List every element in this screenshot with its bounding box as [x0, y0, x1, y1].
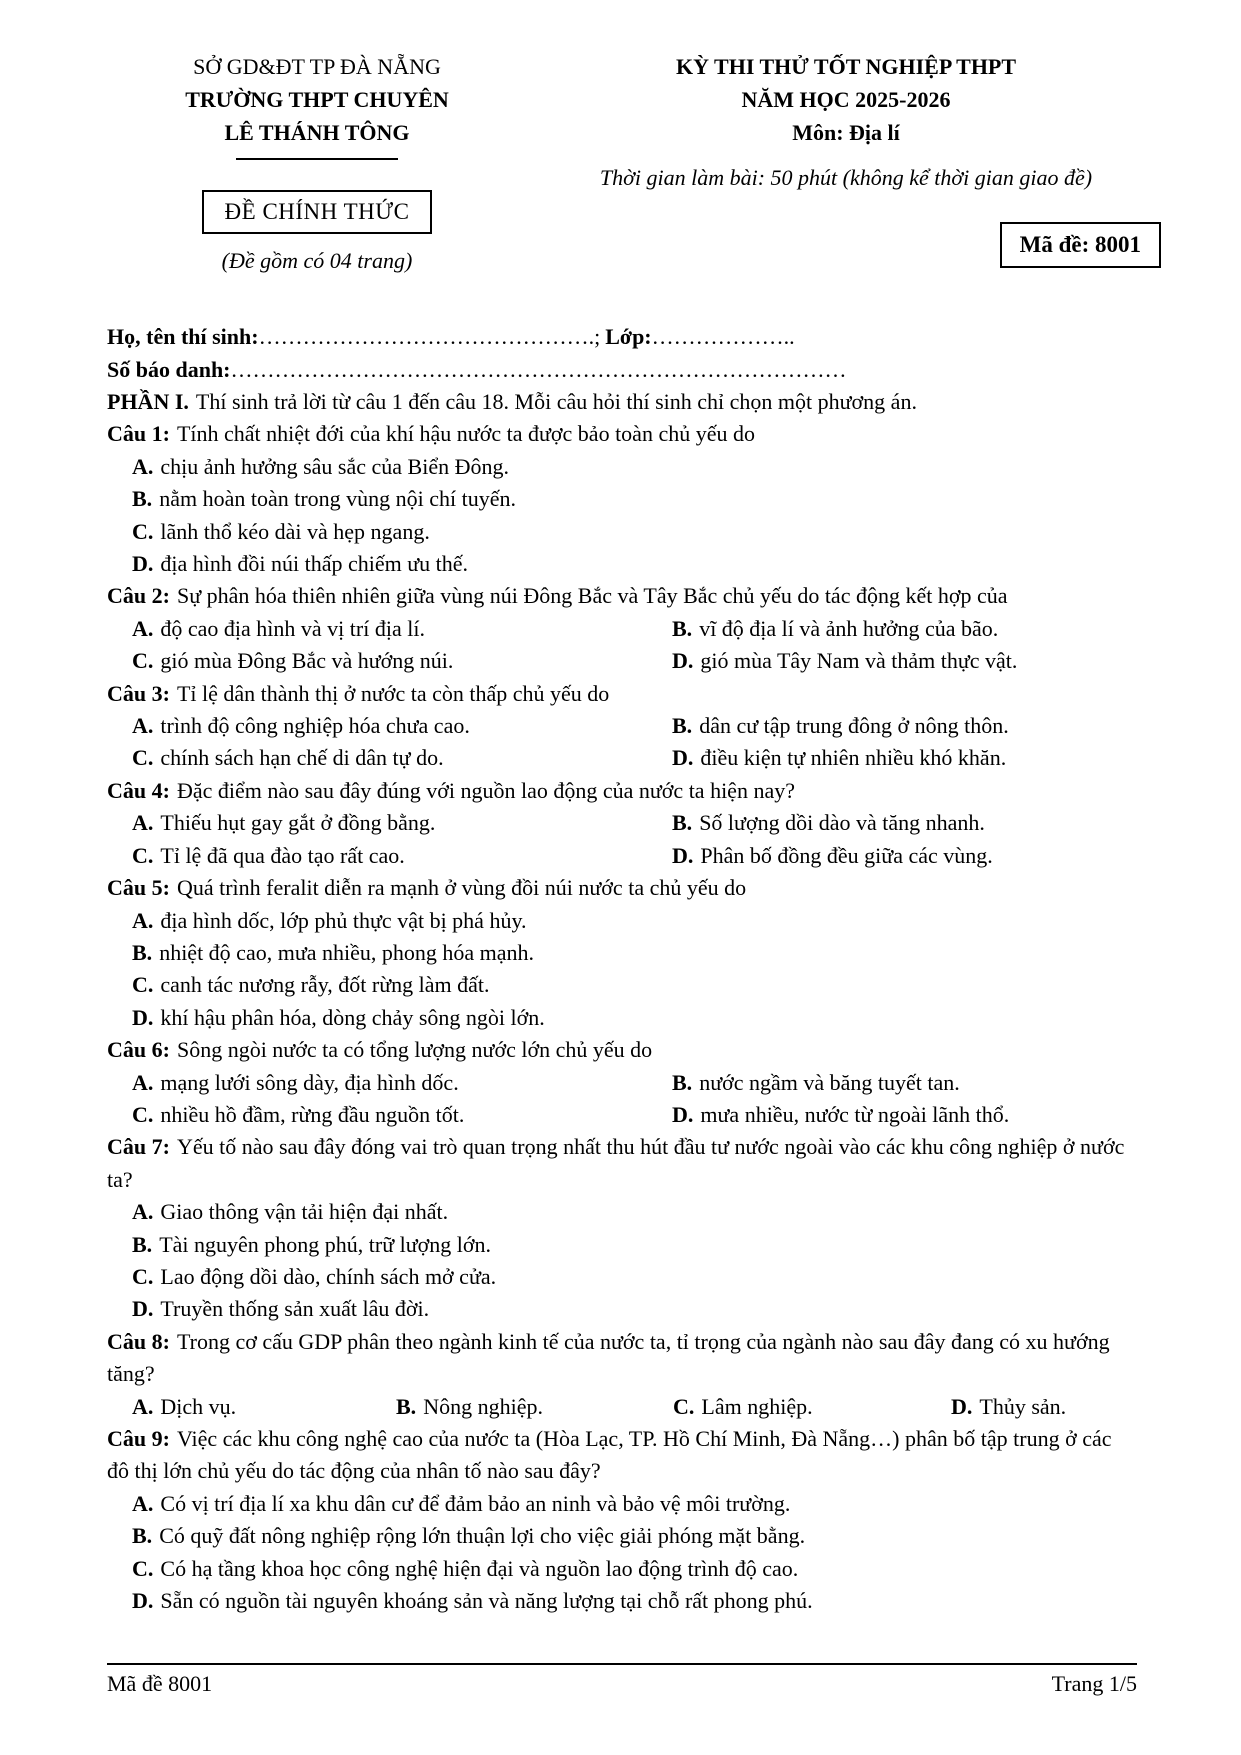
question-1-option-D-text: địa hình đồi núi thấp chiếm ưu thế. — [160, 551, 469, 577]
question-8-option-A — [132, 1391, 396, 1423]
question-4 — [107, 775, 1137, 872]
question-8-text: Trong cơ cấu GDP phân theo ngành kinh tế của nước ta, tỉ trọng của ngành nào sau đây đang có xu hướng tăng? — [107, 1328, 1110, 1387]
question-8-option-B-text: Nông nghiệp. — [423, 1393, 543, 1419]
question-6-option-D-text: mưa nhiều, nước từ ngoài lãnh thổ. — [700, 1101, 1010, 1127]
question-1 — [107, 418, 1137, 580]
footer-line — [107, 1665, 1137, 1700]
student-id-label: Số báo danh: — [107, 357, 231, 382]
question-4-option-B — [672, 807, 1137, 839]
question-5-option-A-text: địa hình dốc, lớp phủ thực vật bị phá hủy. — [160, 907, 527, 933]
question-9-option-A-letter: A. — [132, 1490, 154, 1516]
official-box-wrap — [107, 160, 527, 234]
question-5-option-C-text: canh tác nương rẫy, đốt rừng làm đất. — [160, 972, 490, 998]
part1-heading-line — [107, 386, 1137, 418]
question-8-options — [107, 1391, 1137, 1423]
question-4-option-A-letter: A. — [132, 810, 154, 836]
page-header — [107, 50, 1137, 275]
question-7-text-line — [107, 1131, 1137, 1196]
question-2-number: Câu 2: — [107, 583, 170, 609]
question-7-option-C — [132, 1261, 1137, 1293]
question-9-option-B — [132, 1520, 1137, 1552]
duration-note: Thời gian làm bài: 50 phút (không kể thời gian giao đề) — [599, 165, 1093, 190]
question-8-option-C-text: Lâm nghiệp. — [701, 1393, 813, 1419]
question-5-option-D — [132, 1002, 1137, 1034]
question-1-option-C-text: lãnh thổ kéo dài và hẹp ngang. — [160, 518, 430, 544]
question-8-option-A-letter: A. — [132, 1393, 154, 1419]
question-2-option-A — [132, 613, 672, 645]
question-2-text-line — [107, 580, 1137, 612]
question-1-text-line — [107, 418, 1137, 450]
question-8-text-line — [107, 1326, 1137, 1391]
question-2-text: Sự phân hóa thiên nhiên giữa vùng núi Đông Bắc và Tây Bắc chủ yếu do tác động kết hợp của — [176, 583, 1008, 609]
question-1-option-B-letter: B. — [132, 486, 153, 512]
question-6-option-B-letter: B. — [672, 1069, 693, 1095]
question-9-option-A — [132, 1488, 1137, 1520]
question-7-option-A-text: Giao thông vận tải hiện đại nhất. — [160, 1199, 449, 1225]
question-6-option-A-letter: A. — [132, 1069, 154, 1095]
question-1-option-D — [132, 548, 1137, 580]
student-id-dots: ………………………………………………………………………… — [230, 357, 847, 382]
question-1-options — [107, 451, 1137, 581]
question-9-option-C — [132, 1553, 1137, 1585]
question-7-text: Yếu tố nào sau đây đóng vai trò quan trọng nhất thu hút đầu tư nước ngoài vào các khu công nghiệp ở nước ta? — [107, 1134, 1125, 1192]
official-exam-badge: ĐỀ CHÍNH THỨC — [202, 190, 433, 234]
question-1-option-A-letter: A. — [132, 453, 154, 479]
question-3-option-A-letter: A. — [132, 713, 154, 739]
question-5 — [107, 872, 1137, 1034]
exam-code-badge: Mã đề: 8001 — [1000, 222, 1161, 268]
question-3-option-B-letter: B. — [672, 713, 693, 739]
question-5-text-line — [107, 872, 1137, 904]
question-5-text: Quá trình feralit diễn ra mạnh ở vùng đồi núi nước ta chủ yếu do — [176, 875, 747, 901]
footer-page-number: Trang 1/5 — [1051, 1671, 1137, 1696]
question-9-text-line — [107, 1423, 1137, 1488]
question-9-option-C-letter: C. — [132, 1555, 154, 1581]
question-3-text-line — [107, 678, 1137, 710]
question-4-option-A-text: Thiếu hụt gay gắt ở đồng bằng. — [160, 810, 436, 836]
question-4-option-D — [672, 840, 1137, 872]
question-2-option-B-letter: B. — [672, 615, 693, 641]
question-4-options — [107, 807, 1137, 872]
question-2-option-C-letter: C. — [132, 648, 154, 674]
question-5-options — [107, 905, 1137, 1035]
question-2-option-B-text: vĩ độ địa lí và ảnh hưởng của bão. — [699, 615, 999, 641]
question-4-option-B-text: Số lượng dồi dào và tăng nhanh. — [699, 810, 985, 836]
question-8-number: Câu 8: — [107, 1328, 170, 1354]
question-8-option-A-text: Dịch vụ. — [160, 1393, 237, 1419]
question-3-option-B-text: dân cư tập trung đông ở nông thôn. — [699, 713, 1009, 739]
question-1-option-C — [132, 516, 1137, 548]
question-4-number: Câu 4: — [107, 777, 170, 803]
question-8-option-C — [673, 1391, 951, 1423]
question-6-option-A — [132, 1067, 672, 1099]
question-2-option-A-letter: A. — [132, 615, 154, 641]
question-5-option-C-letter: C. — [132, 972, 154, 998]
question-9-option-A-text: Có vị trí địa lí xa khu dân cư để đảm bảo an ninh và bảo vệ môi trường. — [160, 1490, 791, 1516]
part1-heading: PHẦN I. — [107, 389, 189, 414]
question-1-option-D-letter: D. — [132, 551, 154, 577]
school-year: NĂM HỌC 2025-2026 — [741, 87, 951, 112]
question-7-option-D-letter: D. — [132, 1296, 154, 1322]
question-8-option-B-letter: B. — [396, 1393, 417, 1419]
question-7-option-B — [132, 1229, 1137, 1261]
question-7-option-B-letter: B. — [132, 1231, 153, 1257]
question-7-number: Câu 7: — [107, 1134, 170, 1160]
question-4-option-D-text: Phân bố đồng đều giữa các vùng. — [700, 842, 993, 868]
question-6-text-line — [107, 1034, 1137, 1066]
question-3-options — [107, 710, 1137, 775]
question-5-option-A-letter: A. — [132, 907, 154, 933]
question-6 — [107, 1034, 1137, 1131]
question-7-options — [107, 1196, 1137, 1326]
question-8-option-B — [396, 1391, 673, 1423]
footer-exam-code: Mã đề 8001 — [107, 1671, 213, 1696]
questions — [107, 418, 1137, 1617]
question-6-option-B-text: nước ngầm và băng tuyết tan. — [699, 1069, 960, 1095]
question-3-option-C-letter: C. — [132, 745, 154, 771]
question-9-number: Câu 9: — [107, 1426, 170, 1451]
question-2-option-D-text: gió mùa Tây Nam và thảm thực vật. — [700, 648, 1018, 674]
question-1-option-C-letter: C. — [132, 518, 154, 544]
question-7-option-D — [132, 1293, 1137, 1325]
question-5-option-C — [132, 969, 1137, 1001]
question-4-option-A — [132, 807, 672, 839]
question-8-option-D — [951, 1391, 1137, 1423]
header-left-block — [107, 50, 527, 275]
question-1-number: Câu 1: — [107, 421, 170, 447]
question-3-option-D — [672, 742, 1137, 774]
question-5-option-B — [132, 937, 1137, 969]
question-9-text: Việc các khu công nghệ cao của nước ta (Hòa Lạc, TP. Hồ Chí Minh, Đà Nẵng…) phân bố tập trung ở các đô thị lớn chủ yếu do tác động của nhân tố nào sau đây? — [107, 1426, 1112, 1484]
question-6-text: Sông ngòi nước ta có tổng lượng nước lớn chủ yếu do — [176, 1037, 653, 1063]
question-7-option-B-text: Tài nguyên phong phú, trữ lượng lớn. — [159, 1231, 492, 1257]
main-content — [107, 320, 1137, 1617]
student-id-line — [107, 353, 1137, 386]
question-4-option-C-text: Tỉ lệ đã qua đào tạo rất cao. — [160, 842, 405, 868]
question-6-options — [107, 1067, 1137, 1132]
student-class-dots: ……………….. — [651, 324, 795, 349]
page-footer — [107, 1663, 1137, 1700]
exam-title: KỲ THI THỬ TỐT NGHIỆP THPT — [675, 54, 1017, 79]
question-3-option-A — [132, 710, 672, 742]
question-6-option-C — [132, 1099, 672, 1131]
question-4-option-D-letter: D. — [672, 842, 694, 868]
question-8-option-C-letter: C. — [673, 1393, 695, 1419]
question-3-option-A-text: trình độ công nghiệp hóa chưa cao. — [160, 713, 470, 739]
question-7-option-D-text: Truyền thống sản xuất lâu đời. — [160, 1296, 430, 1322]
question-3-option-D-letter: D. — [672, 745, 694, 771]
question-3 — [107, 678, 1137, 775]
question-7-option-A-letter: A. — [132, 1199, 154, 1225]
question-1-text: Tính chất nhiệt đới của khí hậu nước ta được bảo toàn chủ yếu do — [176, 421, 755, 447]
question-7-option-C-text: Lao động dồi dào, chính sách mở cửa. — [160, 1263, 497, 1289]
student-name-line — [107, 320, 1137, 353]
question-2-option-B — [672, 613, 1137, 645]
question-2-option-D-letter: D. — [672, 648, 694, 674]
part1-instructions: Thí sinh trả lời từ câu 1 đến câu 18. Mỗi câu hỏi thí sinh chỉ chọn một phương án. — [195, 389, 917, 414]
question-1-option-B-text: nằm hoàn toàn trong vùng nội chí tuyến. — [159, 486, 517, 512]
question-8-option-D-letter: D. — [951, 1393, 973, 1419]
subject-name: Môn: Địa lí — [792, 120, 900, 145]
question-9-option-D-letter: D. — [132, 1588, 154, 1614]
question-9-option-D-text: Sẵn có nguồn tài nguyên khoáng sản và năng lượng tại chỗ rất phong phú. — [160, 1588, 813, 1614]
question-2-option-C — [132, 645, 672, 677]
question-3-option-C — [132, 742, 672, 774]
question-8-option-D-text: Thủy sản. — [979, 1393, 1067, 1419]
question-5-option-D-text: khí hậu phân hóa, dòng chảy sông ngòi lớn. — [160, 1004, 545, 1030]
question-6-number: Câu 6: — [107, 1037, 170, 1063]
question-5-option-A — [132, 905, 1137, 937]
question-2-option-A-text: độ cao địa hình và vị trí địa lí. — [160, 615, 425, 641]
question-4-option-C — [132, 840, 672, 872]
question-4-option-B-letter: B. — [672, 810, 693, 836]
question-6-option-D-letter: D. — [672, 1101, 694, 1127]
question-9-option-B-text: Có quỹ đất nông nghiệp rộng lớn thuận lợi cho việc giải phóng mặt bằng. — [159, 1523, 806, 1549]
question-3-number: Câu 3: — [107, 680, 170, 706]
question-1-option-B — [132, 483, 1137, 515]
question-4-text-line — [107, 775, 1137, 807]
question-9 — [107, 1423, 1137, 1617]
question-6-option-B — [672, 1067, 1137, 1099]
question-4-text: Đặc điểm nào sau đây đúng với nguồn lao động của nước ta hiện nay? — [176, 777, 795, 803]
school-name-line1: TRƯỜNG THPT CHUYÊN — [185, 87, 449, 112]
question-7-option-C-letter: C. — [132, 1263, 154, 1289]
question-8 — [107, 1326, 1137, 1423]
question-6-option-A-text: mạng lưới sông dày, địa hình dốc. — [160, 1069, 459, 1095]
question-3-option-B — [672, 710, 1137, 742]
question-6-option-C-text: nhiều hồ đầm, rừng đầu nguồn tốt. — [160, 1101, 465, 1127]
question-9-option-C-text: Có hạ tầng khoa học công nghệ hiện đại và nguồn lao động trình độ cao. — [160, 1555, 799, 1581]
question-1-option-A-text: chịu ảnh hưởng sâu sắc của Biển Đông. — [160, 453, 509, 479]
question-2-option-C-text: gió mùa Đông Bắc và hướng núi. — [160, 648, 454, 674]
question-7-option-A — [132, 1196, 1137, 1228]
question-3-option-C-text: chính sách hạn chế di dân tự do. — [160, 745, 444, 771]
question-3-text: Tỉ lệ dân thành thị ở nước ta còn thấp chủ yếu do — [176, 680, 610, 706]
question-2-option-D — [672, 645, 1137, 677]
department-name: SỞ GD&ĐT TP ĐÀ NẴNG — [193, 54, 441, 79]
question-5-number: Câu 5: — [107, 875, 170, 901]
student-class-label: Lớp: — [605, 324, 652, 349]
question-4-option-C-letter: C. — [132, 842, 154, 868]
question-2 — [107, 580, 1137, 677]
question-5-option-B-text: nhiệt độ cao, mưa nhiều, phong hóa mạnh. — [159, 939, 535, 965]
question-9-option-D — [132, 1585, 1137, 1617]
question-6-option-C-letter: C. — [132, 1101, 154, 1127]
question-3-option-D-text: điều kiện tự nhiên nhiều khó khăn. — [700, 745, 1007, 771]
pages-note: (Đề gồm có 04 trang) — [221, 248, 413, 273]
student-name-dots: ……………………………………….; — [258, 324, 601, 349]
question-5-option-B-letter: B. — [132, 939, 153, 965]
school-name-line2: LÊ THÁNH TÔNG — [224, 120, 410, 145]
question-9-option-B-letter: B. — [132, 1523, 153, 1549]
question-5-option-D-letter: D. — [132, 1004, 154, 1030]
question-6-option-D — [672, 1099, 1137, 1131]
question-7 — [107, 1131, 1137, 1325]
student-name-label: Họ, tên thí sinh: — [107, 324, 259, 349]
question-9-options — [107, 1488, 1137, 1618]
question-2-options — [107, 613, 1137, 678]
question-1-option-A — [132, 451, 1137, 483]
